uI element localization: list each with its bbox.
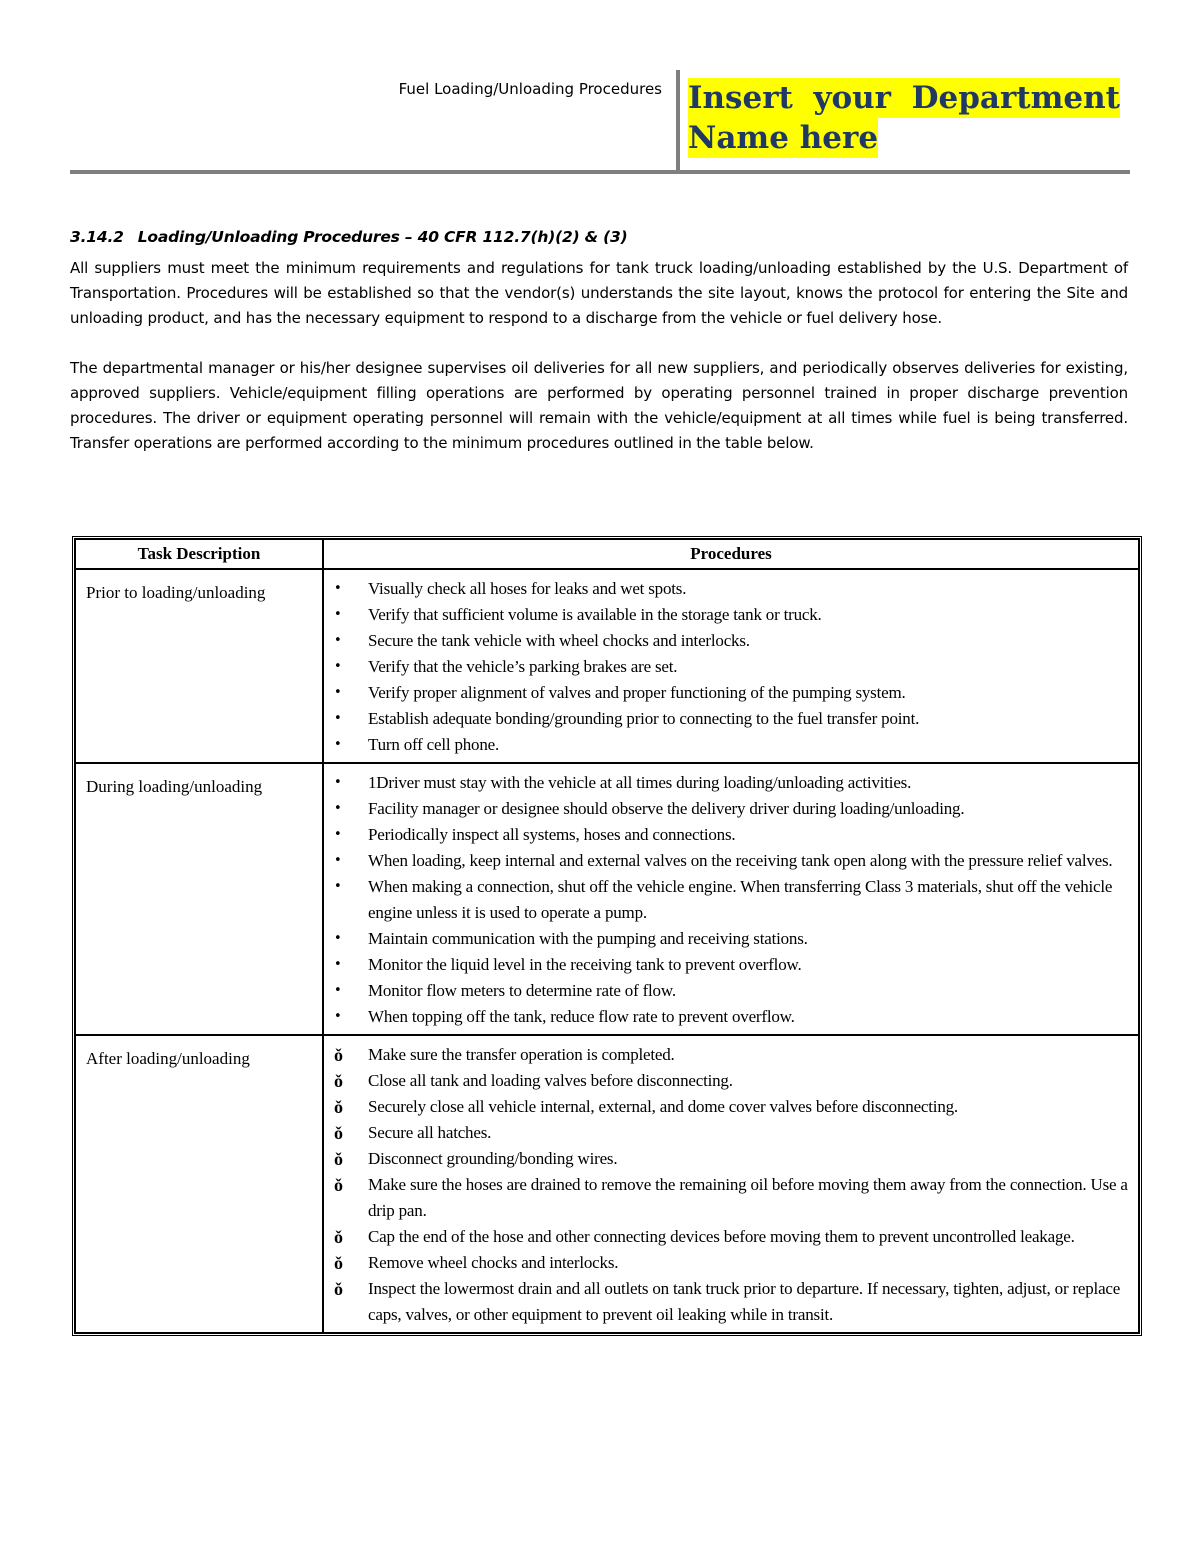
procedure-text: Cap the end of the hose and other connecting devices before moving them to prevent uncontrolled leakage. <box>368 1227 1075 1246</box>
bullet-icon: • <box>334 957 342 972</box>
procedure-item <box>332 1004 1130 1030</box>
bullet-icon: • <box>334 801 342 816</box>
department-line-1 <box>688 78 1120 118</box>
procedure-item <box>332 796 1130 822</box>
header-divider <box>676 70 680 170</box>
bullet-icon: • <box>334 827 342 842</box>
department-line-2: Name here <box>688 120 879 156</box>
bullet-icon: ǒ <box>334 1149 343 1169</box>
procedure-text: When making a connection, shut off the vehicle engine. When transferring Class 3 materials, shut off the vehicle engine unless it is used to operate a pump. <box>368 877 1113 922</box>
document-title: Fuel Loading/Unloading Procedures <box>398 80 662 98</box>
procedure-text: Maintain communication with the pumping and receiving stations. <box>368 929 808 948</box>
column-header-procedures: Procedures <box>323 539 1139 569</box>
section-heading <box>70 228 1128 246</box>
procedure-item <box>332 822 1130 848</box>
column-header-task: Task Description <box>75 539 323 569</box>
bullet-icon: ǒ <box>334 1253 343 1273</box>
task-description-cell: During loading/unloading <box>75 763 323 1035</box>
department-word: Department <box>911 80 1120 116</box>
department-name-placeholder <box>688 78 1120 158</box>
procedure-item <box>332 628 1130 654</box>
bullet-icon: ǒ <box>334 1123 343 1143</box>
table-row <box>75 569 1139 763</box>
bullet-icon: • <box>334 1009 342 1024</box>
procedure-text: Verify proper alignment of valves and proper functioning of the pumping system. <box>368 683 906 702</box>
section-number: 3.14.2 <box>70 228 124 246</box>
bullet-icon: • <box>334 737 342 752</box>
page-header <box>70 70 1130 174</box>
procedure-item <box>332 952 1130 978</box>
procedure-text: Periodically inspect all systems, hoses and connections. <box>368 825 736 844</box>
procedure-text: Disconnect grounding/bonding wires. <box>368 1149 618 1168</box>
procedure-list <box>324 764 1138 1034</box>
procedure-list <box>324 570 1138 762</box>
bullet-icon: ǒ <box>334 1097 343 1117</box>
bullet-icon: ǒ <box>334 1279 343 1299</box>
procedure-list <box>324 1036 1138 1332</box>
bullet-icon: • <box>334 685 342 700</box>
bullet-icon: ǒ <box>334 1071 343 1091</box>
procedure-text: Monitor the liquid level in the receiving tank to prevent overflow. <box>368 955 802 974</box>
procedures-cell <box>323 569 1139 763</box>
procedures-table <box>72 536 1142 1336</box>
bullet-icon: ǒ <box>334 1045 343 1065</box>
procedure-text: Close all tank and loading valves before disconnecting. <box>368 1071 733 1090</box>
procedure-item <box>332 1250 1130 1276</box>
bullet-icon: • <box>334 633 342 648</box>
procedure-text: Visually check all hoses for leaks and wet spots. <box>368 579 687 598</box>
procedure-text: Facility manager or designee should observe the delivery driver during loading/unloading. <box>368 799 965 818</box>
procedure-text: Inspect the lowermost drain and all outlets on tank truck prior to departure. If necessary, tighten, adjust, or replace caps, valves, or other equipment to prevent oil leaking while in transit. <box>368 1279 1121 1324</box>
procedure-item <box>332 602 1130 628</box>
bullet-icon: • <box>334 711 342 726</box>
bullet-icon: • <box>334 607 342 622</box>
paragraph: The departmental manager or his/her designee supervises oil deliveries for all new suppliers, and periodically observes deliveries for existing, approved suppliers. Vehicle/equipment filling operations are performed by operating personnel trained in proper discharge prevention procedures. The driver or equipment operating personnel will remain with the vehicle/equipment at all times while fuel is being transferred. Transfer operations are performed according to the minimum procedures outlined in the table below. <box>70 359 1128 452</box>
procedures-cell <box>323 1035 1139 1333</box>
procedure-item <box>332 1094 1130 1120</box>
bullet-icon: • <box>334 931 342 946</box>
bullet-icon: • <box>334 659 342 674</box>
procedure-text: Monitor flow meters to determine rate of flow. <box>368 981 676 1000</box>
department-word: Insert <box>688 80 793 116</box>
bullet-icon: • <box>334 983 342 998</box>
procedure-item <box>332 926 1130 952</box>
procedure-text: Secure the tank vehicle with wheel chocks and interlocks. <box>368 631 750 650</box>
bullet-icon: • <box>334 853 342 868</box>
bullet-icon: • <box>334 581 342 596</box>
table-header-row <box>75 539 1139 569</box>
procedure-item <box>332 1120 1130 1146</box>
procedure-item <box>332 654 1130 680</box>
procedure-text: Establish adequate bonding/grounding prior to connecting to the fuel transfer point. <box>368 709 920 728</box>
bullet-icon: • <box>334 879 342 894</box>
department-word: your <box>813 80 892 116</box>
bullet-icon: • <box>334 775 342 790</box>
procedures-cell <box>323 763 1139 1035</box>
procedure-text: 1Driver must stay with the vehicle at all times during loading/unloading activities. <box>368 773 912 792</box>
procedure-item <box>332 848 1130 874</box>
task-description-cell: Prior to loading/unloading <box>75 569 323 763</box>
header-left <box>70 70 670 166</box>
procedure-text: Verify that the vehicle’s parking brakes are set. <box>368 657 678 676</box>
bullet-icon: ǒ <box>334 1227 343 1247</box>
procedure-item <box>332 706 1130 732</box>
procedure-text: Remove wheel chocks and interlocks. <box>368 1253 619 1272</box>
procedure-text: Turn off cell phone. <box>368 735 500 754</box>
procedure-item <box>332 1068 1130 1094</box>
section-title: Loading/Unloading Procedures – 40 CFR 112.7(h)(2) & (3) <box>137 228 628 246</box>
procedure-item <box>332 978 1130 1004</box>
table-row <box>75 763 1139 1035</box>
procedure-text: When topping off the tank, reduce flow rate to prevent overflow. <box>368 1007 795 1026</box>
procedure-text: When loading, keep internal and external valves on the receiving tank open along with the pressure relief valves. <box>368 851 1113 870</box>
procedure-item <box>332 1172 1130 1224</box>
procedure-text: Make sure the transfer operation is completed. <box>368 1045 675 1064</box>
paragraph: All suppliers must meet the minimum requirements and regulations for tank truck loading/unloading established by the U.S. Department of Transportation. Procedures will be established so that the vendor(s) understands the site layout, knows the protocol for entering the Site and unloading product, and has the necessary equipment to respond to a discharge from the vehicle or fuel delivery hose. <box>70 259 1128 327</box>
procedure-text: Securely close all vehicle internal, external, and dome cover valves before disconnecting. <box>368 1097 958 1116</box>
procedure-item <box>332 576 1130 602</box>
bullet-icon: ǒ <box>334 1175 343 1195</box>
procedure-item <box>332 732 1130 758</box>
procedure-item <box>332 874 1130 926</box>
procedure-item <box>332 1042 1130 1068</box>
procedure-item <box>332 770 1130 796</box>
main-content <box>70 228 1128 481</box>
procedure-text: Verify that sufficient volume is available in the storage tank or truck. <box>368 605 822 624</box>
procedure-item <box>332 1146 1130 1172</box>
procedure-item <box>332 1224 1130 1250</box>
task-description-cell: After loading/unloading <box>75 1035 323 1333</box>
procedure-text: Make sure the hoses are drained to remove the remaining oil before moving them away from the connection. Use a drip pan. <box>368 1175 1128 1220</box>
procedure-item <box>332 1276 1130 1328</box>
procedure-item <box>332 680 1130 706</box>
table-row <box>75 1035 1139 1333</box>
procedure-text: Secure all hatches. <box>368 1123 492 1142</box>
